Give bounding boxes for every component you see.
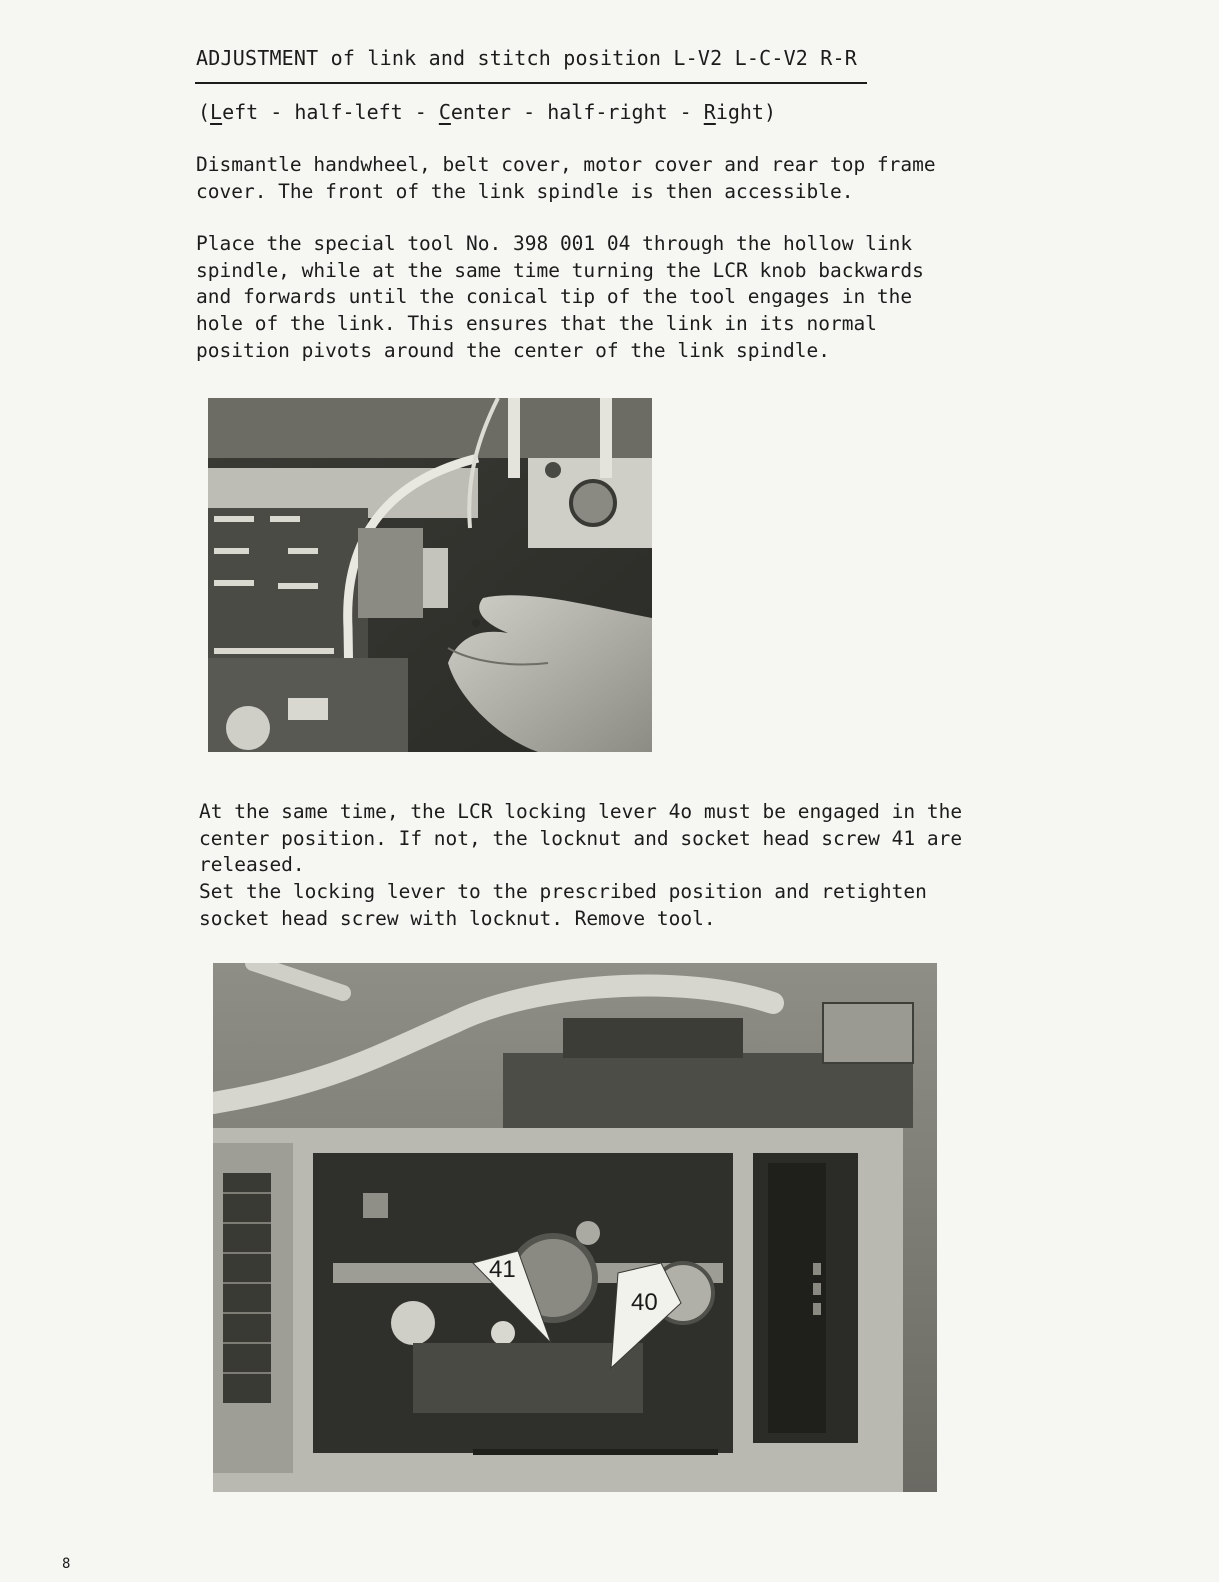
- callout-40-label: 40: [631, 1289, 658, 1316]
- page-title: ADJUSTMENT of link and stitch position L-V2 L-C-V2 R-R: [196, 46, 858, 70]
- page-number: 8: [62, 1556, 71, 1572]
- instruction-paragraph-dismantle: Dismantle handwheel, belt cover, motor cover and rear top frame cover. The front of the link spindle is then accessible.: [196, 153, 936, 203]
- instruction-paragraph-special-tool: Place the special tool No. 398 001 04 through the hollow link spindle, while at the same time turning the LCR knob backwards and forwards until the conical tip of the tool engages in the hole of the link. This ensures that the link in its normal position pivots around the center of the link spindle.: [196, 232, 924, 362]
- title-underline-rule: [195, 82, 867, 84]
- callout-41-label: 41: [489, 1256, 516, 1283]
- instruction-paragraph-locking-lever: At the same time, the LCR locking lever 4o must be engaged in the center position. If not, the locknut and socket head screw 41 are released. Set the locking lever to the prescribed position and retighten socket head screw with locknut. Remove tool.: [199, 800, 963, 930]
- photo-tool-insertion: [208, 398, 652, 752]
- position-subtitle: (Left - half-left - Center - half-right - Right): [198, 100, 777, 124]
- photo-machine-interior: [213, 963, 937, 1492]
